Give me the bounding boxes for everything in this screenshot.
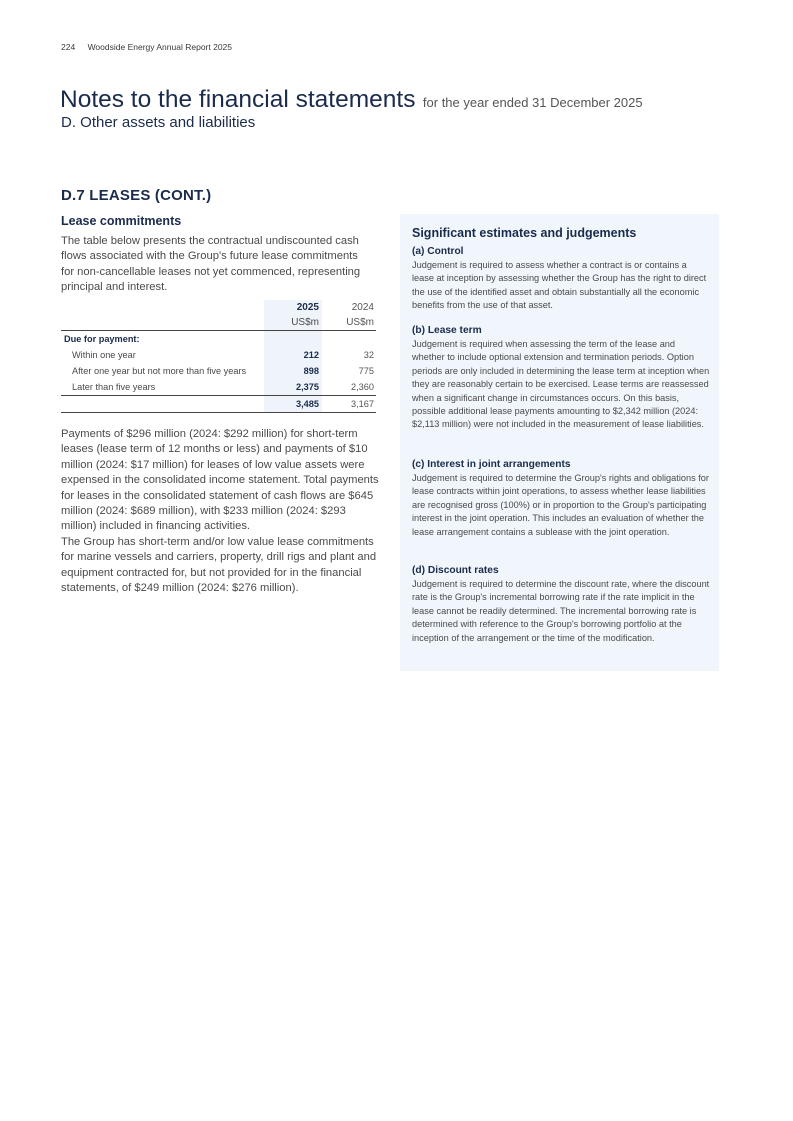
estimates-panel <box>400 214 719 671</box>
page-title-main: Notes to the financial statements <box>60 86 416 113</box>
row-value-2025: 898 <box>264 363 322 379</box>
table-row <box>61 379 376 396</box>
col-header-2025: 2025 <box>264 300 322 315</box>
estimate-section-control <box>412 246 710 313</box>
page-header <box>61 42 232 52</box>
estimates-title: Significant estimates and judgements <box>412 226 637 240</box>
row-label: Within one year <box>72 350 136 360</box>
estimate-heading: (c) Interest in joint arrangements <box>412 459 571 470</box>
lease-commitments-heading: Lease commitments <box>61 214 182 228</box>
estimate-section-discount-rates <box>412 565 710 645</box>
estimate-body: Judgement is required when assessing the term of the lease and whether to include optional extension and termination periods. Option periods are only included in determining the lease term at inception when they are reasonably certain to be exercised. Lease terms are reassessed when a significant change in circumstances occurs. On this basis, possible additional lease payments amounting to $2,342 million (2024: $2,113 million) were not included in the measurement of lease liabilities. <box>412 339 710 430</box>
col-unit-2024: US$m <box>322 315 376 331</box>
estimate-heading: (b) Lease term <box>412 325 482 336</box>
page-title <box>60 86 643 114</box>
total-2025: 3,485 <box>264 396 322 413</box>
estimate-heading: (a) Control <box>412 246 464 257</box>
table-total-row <box>61 396 376 413</box>
estimate-heading: (d) Discount rates <box>412 565 499 576</box>
row-value-2025: 2,375 <box>264 379 322 396</box>
row-value-2024: 32 <box>363 350 374 360</box>
estimate-body: Judgement is required to assess whether a contract is or contains a lease at inception by assessing whether the Group has the right to direct the use of the identified asset and obtain substantially all the economic benefits from the use of that asset. <box>412 260 707 311</box>
table-row <box>61 347 376 363</box>
col-unit-2025: US$m <box>264 315 322 331</box>
table-subheader: Due for payment: <box>64 334 140 344</box>
section-heading: D.7 LEASES (CONT.) <box>61 187 212 204</box>
page-number: 224 <box>61 42 76 52</box>
row-value-2024: 775 <box>358 366 374 376</box>
estimate-body: Judgement is required to determine the discount rate, where the discount rate is the Group's incremental borrowing rate if the rate implicit in the lease cannot be readily determined. The incremental borrowing rate is determined with reference to the Group's borrowing portfolio at the inception of the arrangement or the time of the modification. <box>412 579 710 643</box>
estimate-section-lease-term <box>412 325 710 432</box>
row-value-2025: 212 <box>264 347 322 363</box>
lease-commitments-intro: The table below presents the contractual undiscounted cash flows associated with the Group's future lease commitments for non-cancellable leases not yet commenced, representing principal and interest. <box>61 235 361 294</box>
short-term-leases-paragraph: Payments of $296 million (2024: $292 million) for short-term leases (lease term of 12 months or less) and payments of $10 million (2024: $17 million) for leases of low value assets were expensed in the consolidated income statement. Total payments for leases in the consolidated statement of cash flows are $645 million (2024: $689 million), with $233 million (2024: $293 million) included in financing activities. <box>61 428 379 533</box>
table-row <box>61 363 376 379</box>
row-value-2024: 2,360 <box>322 379 376 396</box>
report-title: Woodside Energy Annual Report 2025 <box>87 42 233 52</box>
estimate-section-joint-arrangements <box>412 459 710 539</box>
lease-commitments-table <box>61 300 376 413</box>
row-label: Later than five years <box>61 379 264 396</box>
page-title-period: for the year ended 31 December 2025 <box>422 95 643 110</box>
row-label: After one year but not more than five years <box>72 366 247 376</box>
estimate-body: Judgement is required to determine the Group's rights and obligations for lease contracts within joint operations, to assess whether lease liabilities are recognised gross (100%) or in proportion to the Group's participating interest in the joint operation. This includes an evaluation of whether the lease arrangement contains a sublease with the joint operation. <box>412 473 709 537</box>
total-2024: 3,167 <box>322 396 376 413</box>
col-header-2024: 2024 <box>351 302 374 313</box>
page-subtitle: D. Other assets and liabilities <box>61 114 256 131</box>
low-value-commitments-paragraph: The Group has short-term and/or low value lease commitments for marine vessels and carriers, property, drill rigs and plant and equipment contracted for, but not provided for in the financial statements, of $249 million (2024: $276 million). <box>61 536 377 595</box>
